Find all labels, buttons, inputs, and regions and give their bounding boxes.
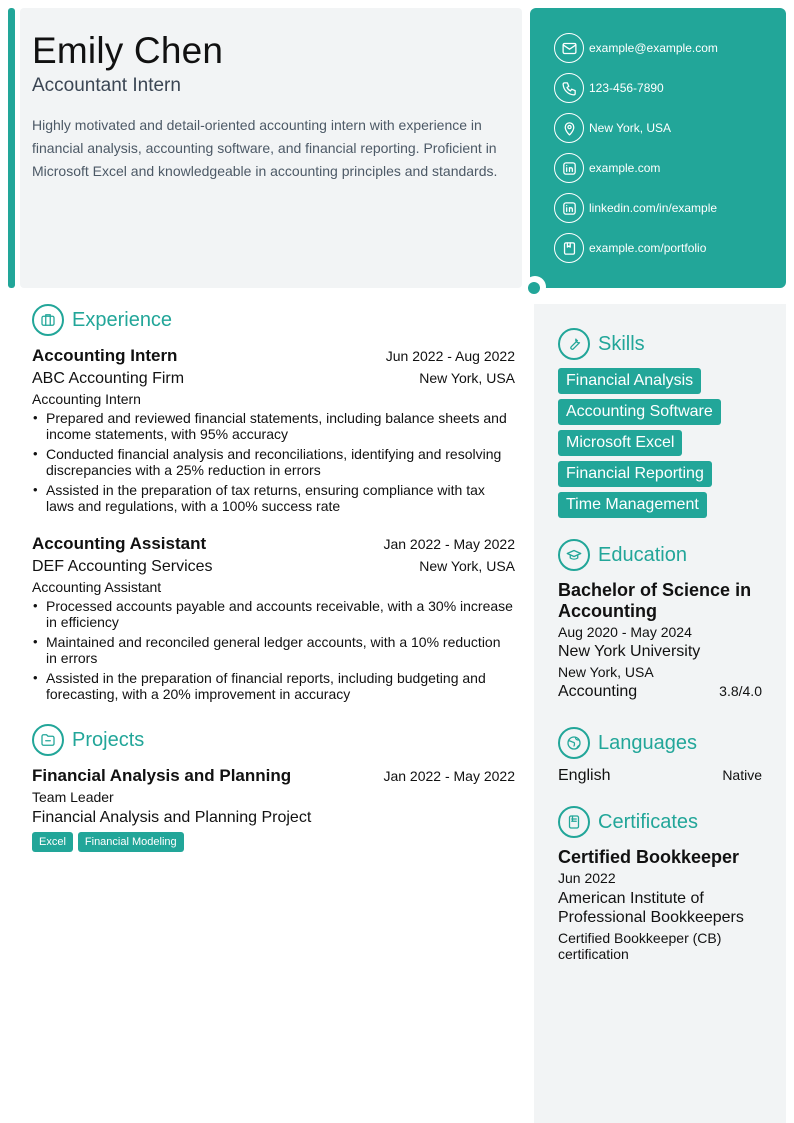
contact-portfolio[interactable] bbox=[554, 233, 706, 263]
section-title: Languages bbox=[598, 731, 697, 754]
bullet-item: • Maintained and reconciled general ledger accounts, with a 10% reduction in errors bbox=[46, 634, 515, 666]
education-location: New York, USA bbox=[558, 664, 654, 680]
experience-heading bbox=[32, 304, 172, 336]
email-icon bbox=[554, 33, 584, 63]
job-company: DEF Accounting Services bbox=[32, 558, 213, 575]
candidate-title: Accountant Intern bbox=[32, 75, 181, 96]
globe-icon bbox=[558, 727, 590, 759]
job-entry bbox=[32, 534, 515, 706]
skill-tag: Financial Analysis bbox=[558, 368, 701, 394]
job-title: Accounting Assistant bbox=[32, 534, 207, 553]
education-entry bbox=[558, 580, 762, 701]
bullet-item: • Prepared and reviewed financial statements, including balance sheets and income statements, with 95% accuracy bbox=[46, 410, 515, 442]
contact-text: linkedin.com/in/example bbox=[589, 201, 718, 215]
job-bullets bbox=[32, 410, 515, 514]
accent-bar bbox=[8, 8, 15, 288]
header-panel bbox=[20, 8, 522, 288]
briefcase-icon bbox=[32, 304, 64, 336]
language-name: English bbox=[558, 767, 611, 784]
certificates-heading bbox=[558, 806, 698, 838]
bullet-item: • Assisted in the preparation of financial reports, including budgeting and forecasting, with a 20% improvement in accuracy bbox=[46, 670, 515, 702]
contact-text: example@example.com bbox=[589, 41, 718, 55]
candidate-name: Emily Chen bbox=[32, 30, 224, 71]
bullet-item: • Conducted financial analysis and reconciliations, identifying and resolving discrepancies with a 25% reduction in errors bbox=[46, 446, 515, 478]
section-title: Certificates bbox=[598, 810, 699, 833]
section-title: Projects bbox=[72, 728, 145, 751]
school: New York University bbox=[558, 643, 701, 660]
contact-text: New York, USA bbox=[589, 121, 672, 135]
location-pin-icon bbox=[554, 113, 584, 143]
job-role: Accounting Intern bbox=[32, 391, 141, 407]
contact-email[interactable] bbox=[554, 33, 718, 63]
degree: Bachelor of Science in Accounting bbox=[558, 580, 752, 621]
job-date: Jan 2022 - May 2022 bbox=[383, 536, 515, 552]
project-date: Jan 2022 - May 2022 bbox=[383, 768, 515, 784]
certificate-description: Certified Bookkeeper (CB) certification bbox=[558, 930, 722, 962]
project-entry bbox=[32, 766, 515, 852]
contact-text: example.com bbox=[589, 161, 661, 175]
skills-heading bbox=[558, 328, 645, 360]
summary: Highly motivated and detail-oriented accounting intern with experience in financial analysis, accounting software, and financial reporting. Proficient in Microsoft Excel and knowledgeable in accounting principles and standards. bbox=[32, 117, 498, 179]
education-date: Aug 2020 - May 2024 bbox=[558, 624, 692, 640]
bullet-item: • Assisted in the preparation of tax returns, ensuring compliance with tax laws and regulations, with a 100% success rate bbox=[46, 482, 515, 514]
project-name: Financial Analysis and Planning Project bbox=[32, 809, 312, 826]
job-role: Accounting Assistant bbox=[32, 579, 162, 595]
linkedin-icon bbox=[554, 193, 584, 223]
certificate-entry bbox=[558, 847, 762, 962]
phone-icon bbox=[554, 73, 584, 103]
contact-location bbox=[554, 113, 671, 143]
section-title: Skills bbox=[598, 332, 645, 355]
projects-heading bbox=[32, 724, 144, 756]
contact-text: 123-456-7890 bbox=[589, 81, 664, 95]
section-title: Education bbox=[598, 543, 687, 566]
certificate-name: Certified Bookkeeper bbox=[558, 847, 740, 867]
language-level: Native bbox=[722, 767, 762, 783]
bullet-item: • Processed accounts payable and accounts receivable, with a 30% increase in efficiency bbox=[46, 598, 515, 630]
section-title: Experience bbox=[72, 308, 173, 331]
wrench-icon bbox=[558, 328, 590, 360]
contact-phone[interactable] bbox=[554, 73, 664, 103]
timeline-dot bbox=[528, 282, 540, 294]
skills-list bbox=[558, 368, 762, 523]
contact-website[interactable] bbox=[554, 153, 660, 183]
contact-text: example.com/portfolio bbox=[589, 241, 707, 255]
project-title: Financial Analysis and Planning bbox=[32, 766, 292, 785]
certificate-icon bbox=[558, 806, 590, 838]
linkedin-icon bbox=[554, 153, 584, 183]
gpa: 3.8/4.0 bbox=[719, 683, 762, 699]
job-date: Jun 2022 - Aug 2022 bbox=[385, 348, 515, 364]
education-heading bbox=[558, 539, 687, 571]
certificate-issuer: American Institute of Professional Bookkeepers bbox=[558, 890, 744, 926]
folder-icon bbox=[32, 724, 64, 756]
project-tags bbox=[32, 832, 515, 852]
contact-panel bbox=[530, 8, 786, 288]
skill-tag: Time Management bbox=[558, 492, 707, 518]
job-location: New York, USA bbox=[419, 558, 515, 574]
job-location: New York, USA bbox=[419, 370, 515, 386]
skill-tag: Microsoft Excel bbox=[558, 430, 682, 456]
job-bullets bbox=[32, 598, 515, 702]
job-company: ABC Accounting Firm bbox=[32, 370, 185, 387]
certificate-date: Jun 2022 bbox=[558, 870, 616, 886]
job-entry bbox=[32, 346, 515, 518]
portfolio-icon bbox=[554, 233, 584, 263]
languages-heading bbox=[558, 727, 697, 759]
graduation-cap-icon bbox=[558, 539, 590, 571]
skill-tag: Financial Reporting bbox=[558, 461, 712, 487]
job-title: Accounting Intern bbox=[32, 346, 178, 365]
skill-tag: Accounting Software bbox=[558, 399, 721, 425]
contact-linkedin[interactable] bbox=[554, 193, 717, 223]
language-entry bbox=[558, 767, 762, 785]
project-tag: Financial Modeling bbox=[78, 832, 184, 852]
field-of-study: Accounting bbox=[558, 683, 638, 700]
project-tag: Excel bbox=[32, 832, 73, 852]
project-role: Team Leader bbox=[32, 789, 114, 805]
